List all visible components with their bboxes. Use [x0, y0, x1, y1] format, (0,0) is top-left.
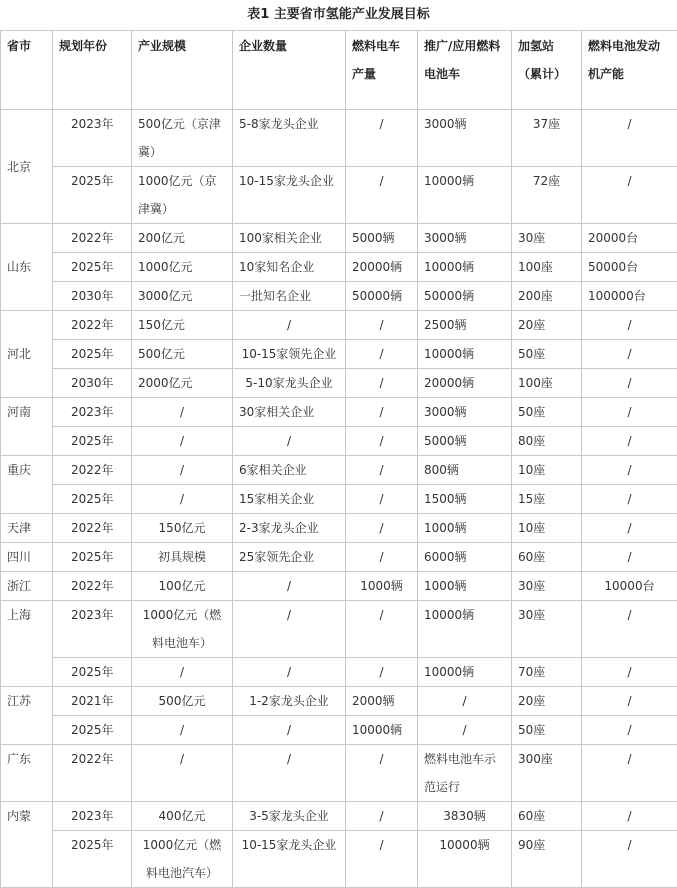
companies-cell: 2-3家龙头企业	[233, 514, 346, 543]
engines-cell: /	[582, 514, 677, 543]
province-cell: 四川	[1, 543, 53, 572]
output-cell: 10000辆	[346, 716, 418, 745]
year-cell: 2025年	[53, 427, 132, 456]
province-cell: 河北	[1, 311, 53, 398]
stations-cell: 50座	[512, 340, 582, 369]
vehicles-cell: 1000辆	[418, 514, 512, 543]
province-cell: 江苏	[1, 687, 53, 745]
scale-cell: /	[132, 427, 233, 456]
output-cell: 2000辆	[346, 687, 418, 716]
year-cell: 2025年	[53, 167, 132, 224]
scale-cell: /	[132, 456, 233, 485]
province-cell: 天津	[1, 514, 53, 543]
output-cell: /	[346, 745, 418, 802]
stations-cell: 10座	[512, 456, 582, 485]
companies-cell: 5-10家龙头企业	[233, 369, 346, 398]
companies-cell: 100家相关企业	[233, 224, 346, 253]
companies-cell: 3-5家龙头企业	[233, 802, 346, 831]
output-cell: /	[346, 514, 418, 543]
table-row	[1, 802, 677, 831]
companies-cell: 25家领先企业	[233, 543, 346, 572]
province-cell: 重庆	[1, 456, 53, 514]
vehicles-cell: 3000辆	[418, 398, 512, 427]
engines-cell: /	[582, 369, 677, 398]
stations-cell: 20座	[512, 687, 582, 716]
year-cell: 2030年	[53, 369, 132, 398]
year-cell: 2023年	[53, 398, 132, 427]
output-cell: /	[346, 340, 418, 369]
engines-cell: /	[582, 831, 677, 888]
scale-cell: 400亿元	[132, 802, 233, 831]
year-cell: 2025年	[53, 831, 132, 888]
companies-cell: 15家相关企业	[233, 485, 346, 514]
scale-cell: 200亿元	[132, 224, 233, 253]
scale-cell: /	[132, 716, 233, 745]
vehicles-cell: 3830辆	[418, 802, 512, 831]
table-row	[1, 224, 677, 253]
companies-cell: /	[233, 311, 346, 340]
scale-cell: /	[132, 485, 233, 514]
table-row	[1, 398, 677, 427]
scale-cell: 1000亿元	[132, 253, 233, 282]
province-cell: 内蒙	[1, 802, 53, 888]
scale-cell: 150亿元	[132, 514, 233, 543]
companies-cell: 10-15家领先企业	[233, 340, 346, 369]
vehicles-cell: 10000辆	[418, 340, 512, 369]
vehicles-cell: /	[418, 687, 512, 716]
scale-cell: /	[132, 658, 233, 687]
engines-cell: /	[582, 745, 677, 802]
output-cell: 20000辆	[346, 253, 418, 282]
table-row	[1, 167, 677, 224]
province-cell: 山东	[1, 224, 53, 311]
companies-cell: 10家知名企业	[233, 253, 346, 282]
stations-cell: 10座	[512, 514, 582, 543]
stations-cell: 100座	[512, 253, 582, 282]
header-row	[1, 31, 677, 110]
vehicles-cell: 燃料电池车示范运行	[418, 745, 512, 802]
engines-cell: /	[582, 110, 677, 167]
year-cell: 2025年	[53, 253, 132, 282]
table-row	[1, 340, 677, 369]
province-cell: 北京	[1, 110, 53, 224]
engines-cell: /	[582, 427, 677, 456]
year-cell: 2025年	[53, 543, 132, 572]
vehicles-cell: 6000辆	[418, 543, 512, 572]
vehicles-cell: 50000辆	[418, 282, 512, 311]
header-stations: 加氢站（累计）	[512, 31, 582, 110]
output-cell: /	[346, 802, 418, 831]
companies-cell: 6家相关企业	[233, 456, 346, 485]
header-year: 规划年份	[53, 31, 132, 110]
stations-cell: 30座	[512, 224, 582, 253]
table-row	[1, 745, 677, 802]
year-cell: 2022年	[53, 514, 132, 543]
stations-cell: 15座	[512, 485, 582, 514]
companies-cell: /	[233, 716, 346, 745]
province-cell: 浙江	[1, 572, 53, 601]
year-cell: 2022年	[53, 456, 132, 485]
table-row	[1, 427, 677, 456]
vehicles-cell: 5000辆	[418, 427, 512, 456]
companies-cell: /	[233, 572, 346, 601]
scale-cell: 2000亿元	[132, 369, 233, 398]
engines-cell: /	[582, 543, 677, 572]
stations-cell: 30座	[512, 601, 582, 658]
vehicles-cell: 3000辆	[418, 110, 512, 167]
table-row	[1, 485, 677, 514]
table-row	[1, 716, 677, 745]
companies-cell: /	[233, 427, 346, 456]
table-row	[1, 456, 677, 485]
companies-cell: 30家相关企业	[233, 398, 346, 427]
year-cell: 2022年	[53, 311, 132, 340]
vehicles-cell: 10000辆	[418, 167, 512, 224]
stations-cell: 200座	[512, 282, 582, 311]
engines-cell: /	[582, 398, 677, 427]
table-row	[1, 687, 677, 716]
companies-cell: 一批知名企业	[233, 282, 346, 311]
scale-cell: /	[132, 745, 233, 802]
scale-cell: 1000亿元（京津冀）	[132, 167, 233, 224]
vehicles-cell: 10000辆	[418, 253, 512, 282]
engines-cell: /	[582, 601, 677, 658]
companies-cell: /	[233, 658, 346, 687]
engines-cell: 100000台	[582, 282, 677, 311]
scale-cell: 初具规模	[132, 543, 233, 572]
header-vehicles: 推广/应用燃料电池车	[418, 31, 512, 110]
scale-cell: 500亿元	[132, 340, 233, 369]
vehicles-cell: 10000辆	[418, 831, 512, 888]
stations-cell: 60座	[512, 543, 582, 572]
vehicles-cell: 10000辆	[418, 658, 512, 687]
table-row	[1, 658, 677, 687]
header-scale: 产业规模	[132, 31, 233, 110]
province-cell: 河南	[1, 398, 53, 456]
table-row	[1, 572, 677, 601]
output-cell: /	[346, 110, 418, 167]
table-row	[1, 514, 677, 543]
engines-cell: 20000台	[582, 224, 677, 253]
companies-cell: 10-15家龙头企业	[233, 831, 346, 888]
table-row	[1, 543, 677, 572]
scale-cell: 3000亿元	[132, 282, 233, 311]
output-cell: /	[346, 427, 418, 456]
table-row	[1, 601, 677, 658]
vehicles-cell: /	[418, 716, 512, 745]
scale-cell: 500亿元	[132, 687, 233, 716]
vehicles-cell: 20000辆	[418, 369, 512, 398]
engines-cell: /	[582, 167, 677, 224]
scale-cell: 150亿元	[132, 311, 233, 340]
output-cell: /	[346, 543, 418, 572]
year-cell: 2022年	[53, 224, 132, 253]
year-cell: 2025年	[53, 340, 132, 369]
table-row	[1, 110, 677, 167]
stations-cell: 37座	[512, 110, 582, 167]
stations-cell: 100座	[512, 369, 582, 398]
stations-cell: 300座	[512, 745, 582, 802]
stations-cell: 80座	[512, 427, 582, 456]
scale-cell: 1000亿元（燃料电池车）	[132, 601, 233, 658]
scale-cell: /	[132, 398, 233, 427]
header-province: 省市	[1, 31, 53, 110]
header-output: 燃料电车产量	[346, 31, 418, 110]
year-cell: 2022年	[53, 745, 132, 802]
output-cell: /	[346, 485, 418, 514]
table-row	[1, 282, 677, 311]
year-cell: 2025年	[53, 716, 132, 745]
stations-cell: 90座	[512, 831, 582, 888]
engines-cell: /	[582, 716, 677, 745]
engines-cell: /	[582, 802, 677, 831]
output-cell: 50000辆	[346, 282, 418, 311]
output-cell: /	[346, 831, 418, 888]
companies-cell: 1-2家龙头企业	[233, 687, 346, 716]
year-cell: 2023年	[53, 802, 132, 831]
engines-cell: /	[582, 485, 677, 514]
hydrogen-targets-table	[0, 30, 677, 888]
year-cell: 2025年	[53, 658, 132, 687]
vehicles-cell: 10000辆	[418, 601, 512, 658]
output-cell: /	[346, 369, 418, 398]
table-row	[1, 831, 677, 888]
stations-cell: 70座	[512, 658, 582, 687]
vehicles-cell: 1500辆	[418, 485, 512, 514]
scale-cell: 500亿元（京津冀）	[132, 110, 233, 167]
engines-cell: /	[582, 456, 677, 485]
year-cell: 2030年	[53, 282, 132, 311]
header-engines: 燃料电池发动机产能	[582, 31, 677, 110]
output-cell: /	[346, 398, 418, 427]
stations-cell: 60座	[512, 802, 582, 831]
table-row	[1, 369, 677, 398]
table-row	[1, 311, 677, 340]
companies-cell: 5-8家龙头企业	[233, 110, 346, 167]
year-cell: 2023年	[53, 601, 132, 658]
year-cell: 2021年	[53, 687, 132, 716]
engines-cell: 50000台	[582, 253, 677, 282]
header-companies: 企业数量	[233, 31, 346, 110]
year-cell: 2022年	[53, 572, 132, 601]
stations-cell: 50座	[512, 716, 582, 745]
stations-cell: 30座	[512, 572, 582, 601]
stations-cell: 72座	[512, 167, 582, 224]
output-cell: /	[346, 658, 418, 687]
engines-cell: 10000台	[582, 572, 677, 601]
year-cell: 2025年	[53, 485, 132, 514]
output-cell: 1000辆	[346, 572, 418, 601]
province-cell: 广东	[1, 745, 53, 802]
stations-cell: 50座	[512, 398, 582, 427]
companies-cell: 10-15家龙头企业	[233, 167, 346, 224]
companies-cell: /	[233, 745, 346, 802]
table-row	[1, 253, 677, 282]
engines-cell: /	[582, 658, 677, 687]
table-title: 表1 主要省市氢能产业发展目标	[0, 0, 677, 30]
output-cell: /	[346, 456, 418, 485]
province-cell: 上海	[1, 601, 53, 687]
engines-cell: /	[582, 311, 677, 340]
scale-cell: 100亿元	[132, 572, 233, 601]
vehicles-cell: 800辆	[418, 456, 512, 485]
vehicles-cell: 1000辆	[418, 572, 512, 601]
companies-cell: /	[233, 601, 346, 658]
vehicles-cell: 2500辆	[418, 311, 512, 340]
output-cell: 5000辆	[346, 224, 418, 253]
output-cell: /	[346, 601, 418, 658]
output-cell: /	[346, 311, 418, 340]
stations-cell: 20座	[512, 311, 582, 340]
engines-cell: /	[582, 687, 677, 716]
year-cell: 2023年	[53, 110, 132, 167]
output-cell: /	[346, 167, 418, 224]
vehicles-cell: 3000辆	[418, 224, 512, 253]
engines-cell: /	[582, 340, 677, 369]
scale-cell: 1000亿元（燃料电池汽车）	[132, 831, 233, 888]
